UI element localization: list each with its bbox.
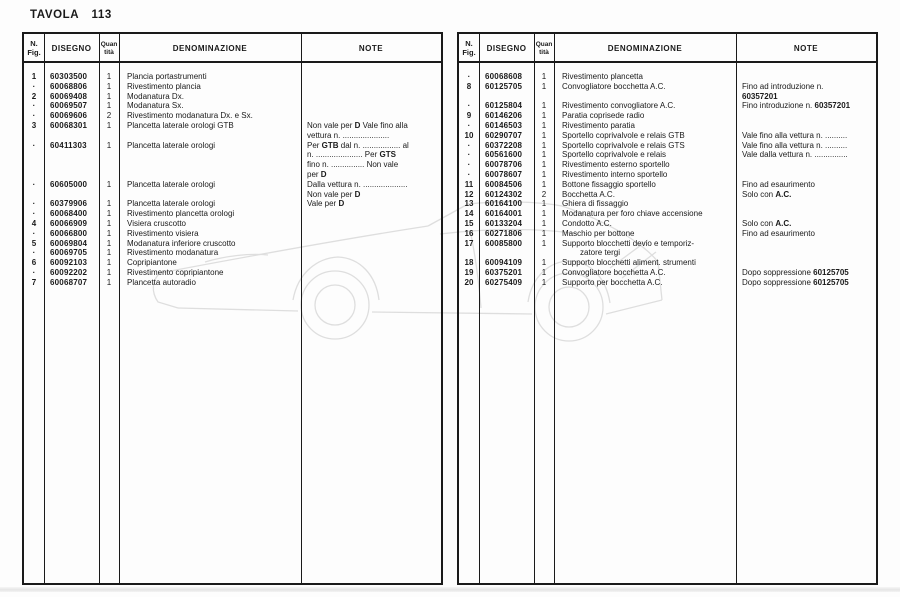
denominazione-cell: Paratia coprisede radio [562, 111, 645, 121]
column-divider [44, 34, 45, 583]
note-cell: n. ..................... Per GTS [307, 150, 396, 160]
denominazione-cell: Rivestimento modanatura [127, 248, 219, 258]
table-row [24, 92, 441, 102]
fig-cell: 2 [31, 91, 37, 101]
fig-cell: 17 [464, 238, 474, 248]
denominazione-cell: Modanatura Dx. [127, 91, 184, 101]
denominazione-cell [119, 170, 301, 180]
fig-cell: · [467, 72, 471, 81]
disegno-cell: 60069408 [50, 91, 88, 101]
fig-cell: 11 [464, 179, 474, 189]
denominazione-cell: Plancetta laterale orologi [127, 199, 216, 209]
note-cell [301, 92, 441, 102]
qty-cell [534, 248, 554, 258]
table-row [24, 72, 441, 82]
disegno-cell: 60372208 [485, 140, 523, 150]
qty-cell: 1 [541, 209, 547, 219]
qty-cell: 1 [541, 218, 547, 228]
note-cell: Solo con A.C. [742, 218, 792, 228]
table-header [24, 34, 441, 63]
qty-cell: 1 [541, 228, 547, 238]
qty-cell: 1 [541, 150, 547, 160]
parts-table-right [457, 32, 878, 585]
qty-cell [99, 170, 119, 180]
note-cell [301, 239, 441, 249]
note-cell: per D [307, 169, 327, 179]
column-divider [301, 34, 302, 583]
qty-cell: 1 [541, 72, 547, 81]
parts-table-left [22, 32, 443, 585]
disegno-cell: 60375201 [485, 267, 523, 277]
disegno-cell: 60125705 [485, 81, 523, 91]
note-cell: Non vale per D [307, 189, 361, 199]
table-row [459, 190, 876, 200]
note-cell: Vale dalla vettura n. ............... [742, 150, 848, 160]
disegno-cell: 60379906 [50, 199, 88, 209]
denominazione-cell: Plancetta laterale orologi [127, 179, 216, 189]
disegno-cell: 60068707 [50, 277, 88, 287]
qty-cell: 1 [541, 130, 547, 140]
table-row [459, 72, 876, 82]
qty-cell: 1 [106, 209, 112, 219]
note-cell: Fino ad esaurimento [742, 228, 815, 238]
disegno-cell: 60092202 [50, 267, 88, 277]
fig-cell: 18 [464, 258, 474, 268]
qty-cell [99, 131, 119, 141]
column-header-note: NOTE [358, 44, 384, 53]
note-cell: Solo con A.C. [742, 189, 792, 199]
disegno-cell [479, 92, 534, 102]
fig-cell [24, 150, 44, 160]
fig-cell: 8 [466, 81, 472, 91]
note-cell [301, 82, 441, 92]
fig-cell [459, 248, 479, 258]
fig-cell: 10 [464, 130, 474, 140]
fig-cell: 15 [464, 218, 474, 228]
table-row [24, 160, 441, 170]
table-row [459, 160, 876, 170]
note-cell [301, 268, 441, 278]
table-row [459, 92, 876, 102]
qty-cell: 2 [106, 111, 112, 121]
note-cell: Per GTB dal n. ................. al [307, 140, 409, 150]
qty-cell: 1 [106, 267, 112, 277]
note-cell: Vale per D [307, 199, 345, 209]
note-cell: Fino introduzione n. 60357201 [742, 101, 851, 111]
denominazione-cell [119, 160, 301, 170]
denominazione-cell: Rivestimento plancetta [562, 72, 643, 81]
qty-cell: 1 [541, 101, 547, 111]
denominazione-cell: Convogliatore bocchetta A.C. [562, 267, 666, 277]
table-row [459, 219, 876, 229]
column-header-denominazione: DENOMINAZIONE [607, 44, 683, 53]
denominazione-cell: Supporto blocchetti devio e temporiz- [562, 238, 695, 248]
table-row [459, 268, 876, 278]
qty-cell: 1 [541, 120, 547, 130]
qty-cell [534, 92, 554, 102]
denominazione-cell: Supporto blocchetti aliment. strumenti [562, 258, 696, 268]
denominazione-cell: Rivestimento visiera [127, 228, 199, 238]
disegno-cell [44, 131, 99, 141]
disegno-cell: 60069705 [50, 248, 88, 258]
note-cell [301, 111, 441, 121]
denominazione-cell: Visiera cruscotto [127, 218, 186, 228]
note-cell: Fino ad introduzione n. [742, 81, 824, 91]
disegno-cell: 60068806 [50, 81, 88, 91]
fig-cell: · [32, 179, 36, 189]
note-cell: Non vale per D Vale fino alla [307, 120, 408, 130]
note-cell [301, 209, 441, 219]
column-header-disegno: DISEGNO [486, 44, 527, 53]
qty-cell: 1 [106, 228, 112, 238]
denominazione-cell [119, 150, 301, 160]
fig-cell: · [467, 150, 471, 160]
disegno-cell: 60085800 [485, 238, 523, 248]
column-divider [479, 34, 480, 583]
denominazione-cell: Rivestimento copripiantone [127, 267, 224, 277]
qty-cell: 1 [541, 160, 547, 170]
qty-cell: 1 [106, 179, 112, 189]
column-divider [534, 34, 535, 583]
qty-cell: 1 [106, 120, 112, 130]
table-row [459, 248, 876, 258]
note-cell: vettura n. ..................... [307, 130, 390, 140]
disegno-cell [44, 160, 99, 170]
table-row [24, 248, 441, 258]
note-cell [301, 101, 441, 111]
denominazione-cell: zatore tergi [580, 248, 621, 258]
qty-cell [99, 160, 119, 170]
disegno-cell: 60069507 [50, 101, 88, 111]
table-row [24, 101, 441, 111]
disegno-cell: 60069606 [50, 111, 88, 121]
disegno-cell: 60271806 [485, 228, 523, 238]
fig-cell [24, 131, 44, 141]
table-row [459, 258, 876, 268]
fig-cell: 5 [31, 238, 37, 248]
disegno-cell [44, 170, 99, 180]
note-cell [736, 72, 876, 82]
table-body [459, 63, 876, 583]
qty-cell: 1 [541, 81, 547, 91]
fig-cell: · [32, 199, 36, 209]
qty-cell: 1 [541, 277, 547, 287]
disegno-cell: 60275409 [485, 277, 523, 287]
disegno-cell [44, 190, 99, 200]
fig-cell: 13 [464, 199, 474, 209]
disegno-cell: 60124302 [485, 189, 523, 199]
note-cell [736, 199, 876, 209]
denominazione-cell: Ghiera di fissaggio [562, 199, 629, 209]
table-row [459, 239, 876, 249]
qty-cell: 1 [106, 218, 112, 228]
denominazione-cell: Copripiantone [127, 258, 177, 268]
note-cell: Dopo soppressione 60125705 [742, 267, 849, 277]
table-row [24, 209, 441, 219]
note-cell [736, 209, 876, 219]
fig-cell: · [467, 140, 471, 150]
denominazione-cell: Rivestimento modanatura Dx. e Sx. [127, 111, 253, 121]
qty-cell: 1 [106, 199, 112, 209]
table-row [24, 150, 441, 160]
note-cell [736, 239, 876, 249]
note-cell [301, 248, 441, 258]
denominazione-cell: Rivestimento interno sportello [562, 169, 668, 179]
column-header-fig: N. Fig. [462, 39, 476, 57]
column-header-disegno: DISEGNO [51, 44, 92, 53]
column-divider [554, 34, 555, 583]
fig-cell: 1 [31, 72, 37, 81]
disegno-cell: 60068608 [485, 72, 523, 81]
denominazione-cell: Plancetta laterale orologi GTB [127, 120, 234, 130]
table-row [459, 121, 876, 131]
qty-cell [99, 190, 119, 200]
qty-cell: 1 [106, 258, 112, 268]
fig-cell: · [467, 169, 471, 179]
column-divider [99, 34, 100, 583]
fig-cell: · [32, 111, 36, 121]
fig-cell [459, 92, 479, 102]
disegno-cell: 60164100 [485, 199, 523, 209]
disegno-cell: 60066800 [50, 228, 88, 238]
qty-cell: 1 [541, 111, 547, 121]
denominazione-cell [119, 190, 301, 200]
table-row [459, 150, 876, 160]
disegno-cell: 60125804 [485, 101, 523, 111]
qty-cell: 1 [106, 81, 112, 91]
table-row [24, 82, 441, 92]
qty-cell: 2 [541, 189, 547, 199]
disegno-cell: 60069804 [50, 238, 88, 248]
denominazione-cell: Plancetta autoradio [127, 277, 196, 287]
table-row [24, 141, 441, 151]
note-cell [301, 258, 441, 268]
qty-cell: 1 [541, 140, 547, 150]
column-header-quantita: Quan tità [535, 41, 553, 56]
fig-cell: · [467, 101, 471, 111]
table-row [459, 229, 876, 239]
note-cell [736, 160, 876, 170]
fig-cell: 16 [464, 228, 474, 238]
table-row [459, 141, 876, 151]
disegno-cell: 60094109 [485, 258, 523, 268]
disegno-cell [44, 150, 99, 160]
qty-cell: 1 [106, 248, 112, 258]
denominazione-cell: Rivestimento plancetta orologi [127, 209, 235, 219]
disegno-cell: 60411303 [50, 140, 87, 150]
denominazione-cell [554, 92, 736, 102]
fig-cell: 9 [466, 111, 472, 121]
column-divider [736, 34, 737, 583]
fig-cell: · [32, 209, 36, 219]
table-row [24, 278, 441, 288]
denominazione-cell: Rivestimento convogliatore A.C. [562, 101, 676, 111]
fig-cell: 4 [31, 218, 37, 228]
disegno-cell: 60146206 [485, 111, 523, 121]
disegno-cell: 60078706 [485, 160, 523, 170]
column-header-fig: N. Fig. [27, 39, 41, 57]
fig-cell: 19 [464, 267, 474, 277]
qty-cell [99, 150, 119, 160]
denominazione-cell: Sportello coprivalvole e relais GTB [562, 130, 685, 140]
disegno-cell: 60092103 [50, 258, 88, 268]
table-row [459, 101, 876, 111]
fig-cell: 14 [464, 209, 474, 219]
table-row [459, 170, 876, 180]
denominazione-cell: Convogliatore bocchetta A.C. [562, 81, 666, 91]
denominazione-cell: Supporto per bocchetta A.C. [562, 277, 663, 287]
fig-cell: · [32, 140, 36, 150]
denominazione-cell: Condotto A.C. [562, 218, 612, 228]
fig-cell: 7 [31, 277, 37, 287]
qty-cell: 1 [541, 199, 547, 209]
column-header-denominazione: DENOMINAZIONE [172, 44, 248, 53]
note-cell [736, 170, 876, 180]
table-row [459, 180, 876, 190]
qty-cell: 1 [106, 72, 112, 81]
qty-cell: 1 [541, 258, 547, 268]
qty-cell: 1 [106, 140, 112, 150]
note-cell: Dalla vettura n. .................... [307, 179, 408, 189]
disegno-cell: 60133204 [485, 218, 523, 228]
fig-cell [24, 190, 44, 200]
fig-cell: · [32, 248, 36, 258]
table-row [24, 111, 441, 121]
fig-cell: · [32, 81, 36, 91]
fig-cell: · [32, 228, 36, 238]
denominazione-cell: Rivestimento paratia [562, 120, 635, 130]
denominazione-cell: Modanatura per foro chiave accensione [562, 209, 703, 219]
disegno-cell: 60561600 [485, 150, 523, 160]
qty-cell: 1 [106, 238, 112, 248]
qty-cell: 1 [541, 179, 547, 189]
disegno-cell: 60605000 [50, 179, 88, 189]
note-cell [301, 219, 441, 229]
note-cell: Dopo soppressione 60125705 [742, 277, 849, 287]
note-cell [301, 72, 441, 82]
qty-cell: 1 [541, 267, 547, 277]
note-cell: 60357201 [742, 91, 778, 101]
note-cell [736, 258, 876, 268]
disegno-cell: 60303500 [50, 72, 88, 81]
disegno-cell: 60068301 [50, 120, 88, 130]
fig-cell: 12 [464, 189, 474, 199]
column-divider [119, 34, 120, 583]
fig-cell: 6 [31, 258, 37, 268]
note-cell: Fino ad esaurimento [742, 179, 815, 189]
qty-cell: 1 [541, 169, 547, 179]
qty-cell: 1 [106, 101, 112, 111]
denominazione-cell: Rivestimento plancia [127, 81, 201, 91]
note-cell [736, 121, 876, 131]
note-cell: fino n. ............... Non vale [307, 160, 399, 170]
table-row [459, 111, 876, 121]
page-title: TAVOLA 113 [30, 9, 112, 21]
table-row [24, 258, 441, 268]
table-row [24, 268, 441, 278]
table-row [24, 180, 441, 190]
table-row [459, 209, 876, 219]
column-header-quantita: Quan tità [100, 41, 118, 56]
denominazione-cell: Modanatura inferiore cruscotto [127, 238, 236, 248]
disegno-cell: 60068400 [50, 209, 88, 219]
note-cell: Vale fino alla vettura n. .......... [742, 130, 848, 140]
table-row [24, 121, 441, 131]
table-body [24, 63, 441, 583]
denominazione-cell: Plancia portastrumenti [127, 72, 207, 81]
fig-cell: · [467, 160, 471, 170]
denominazione-cell: Sportello coprivalvole e relais GTS [562, 140, 685, 150]
note-cell [736, 111, 876, 121]
disegno-cell: 60164001 [485, 209, 523, 219]
table-row [24, 229, 441, 239]
qty-cell: 1 [541, 238, 547, 248]
table-row [24, 239, 441, 249]
denominazione-cell: Bottone fissaggio sportello [562, 179, 656, 189]
note-cell [301, 278, 441, 288]
fig-cell: · [32, 101, 36, 111]
note-cell [736, 248, 876, 258]
denominazione-cell: Plancetta laterale orologi [127, 140, 216, 150]
table-row [24, 190, 441, 200]
disegno-cell: 60078607 [485, 169, 523, 179]
table-row [459, 199, 876, 209]
denominazione-cell: Rivestimento esterno sportello [562, 160, 670, 170]
note-cell: Vale fino alla vettura n. .......... [742, 140, 848, 150]
fig-cell [24, 160, 44, 170]
fig-cell [24, 170, 44, 180]
denominazione-cell: Sportello coprivalvole e relais [562, 150, 667, 160]
denominazione-cell [119, 131, 301, 141]
fig-cell: · [467, 120, 471, 130]
table-row [459, 131, 876, 141]
denominazione-cell: Modanatura Sx. [127, 101, 184, 111]
column-header-note: NOTE [793, 44, 819, 53]
qty-cell: 1 [106, 277, 112, 287]
fig-cell: 3 [31, 120, 37, 130]
note-cell [301, 229, 441, 239]
table-row [459, 278, 876, 288]
disegno-cell [479, 248, 534, 258]
disegno-cell: 60146503 [485, 120, 523, 130]
table-header [459, 34, 876, 63]
fig-cell: · [32, 267, 36, 277]
fig-cell: 20 [464, 277, 474, 287]
table-row [24, 170, 441, 180]
denominazione-cell: Bocchetta A.C. [562, 189, 615, 199]
table-row [24, 199, 441, 209]
qty-cell: 1 [106, 91, 112, 101]
scan-edge-shadow [0, 587, 900, 592]
denominazione-cell: Maschio per bottone [562, 228, 635, 238]
disegno-cell: 60066909 [50, 218, 88, 228]
table-row [459, 82, 876, 92]
disegno-cell: 60290707 [485, 130, 523, 140]
disegno-cell: 60084506 [485, 179, 523, 189]
table-row [24, 131, 441, 141]
table-row [24, 219, 441, 229]
